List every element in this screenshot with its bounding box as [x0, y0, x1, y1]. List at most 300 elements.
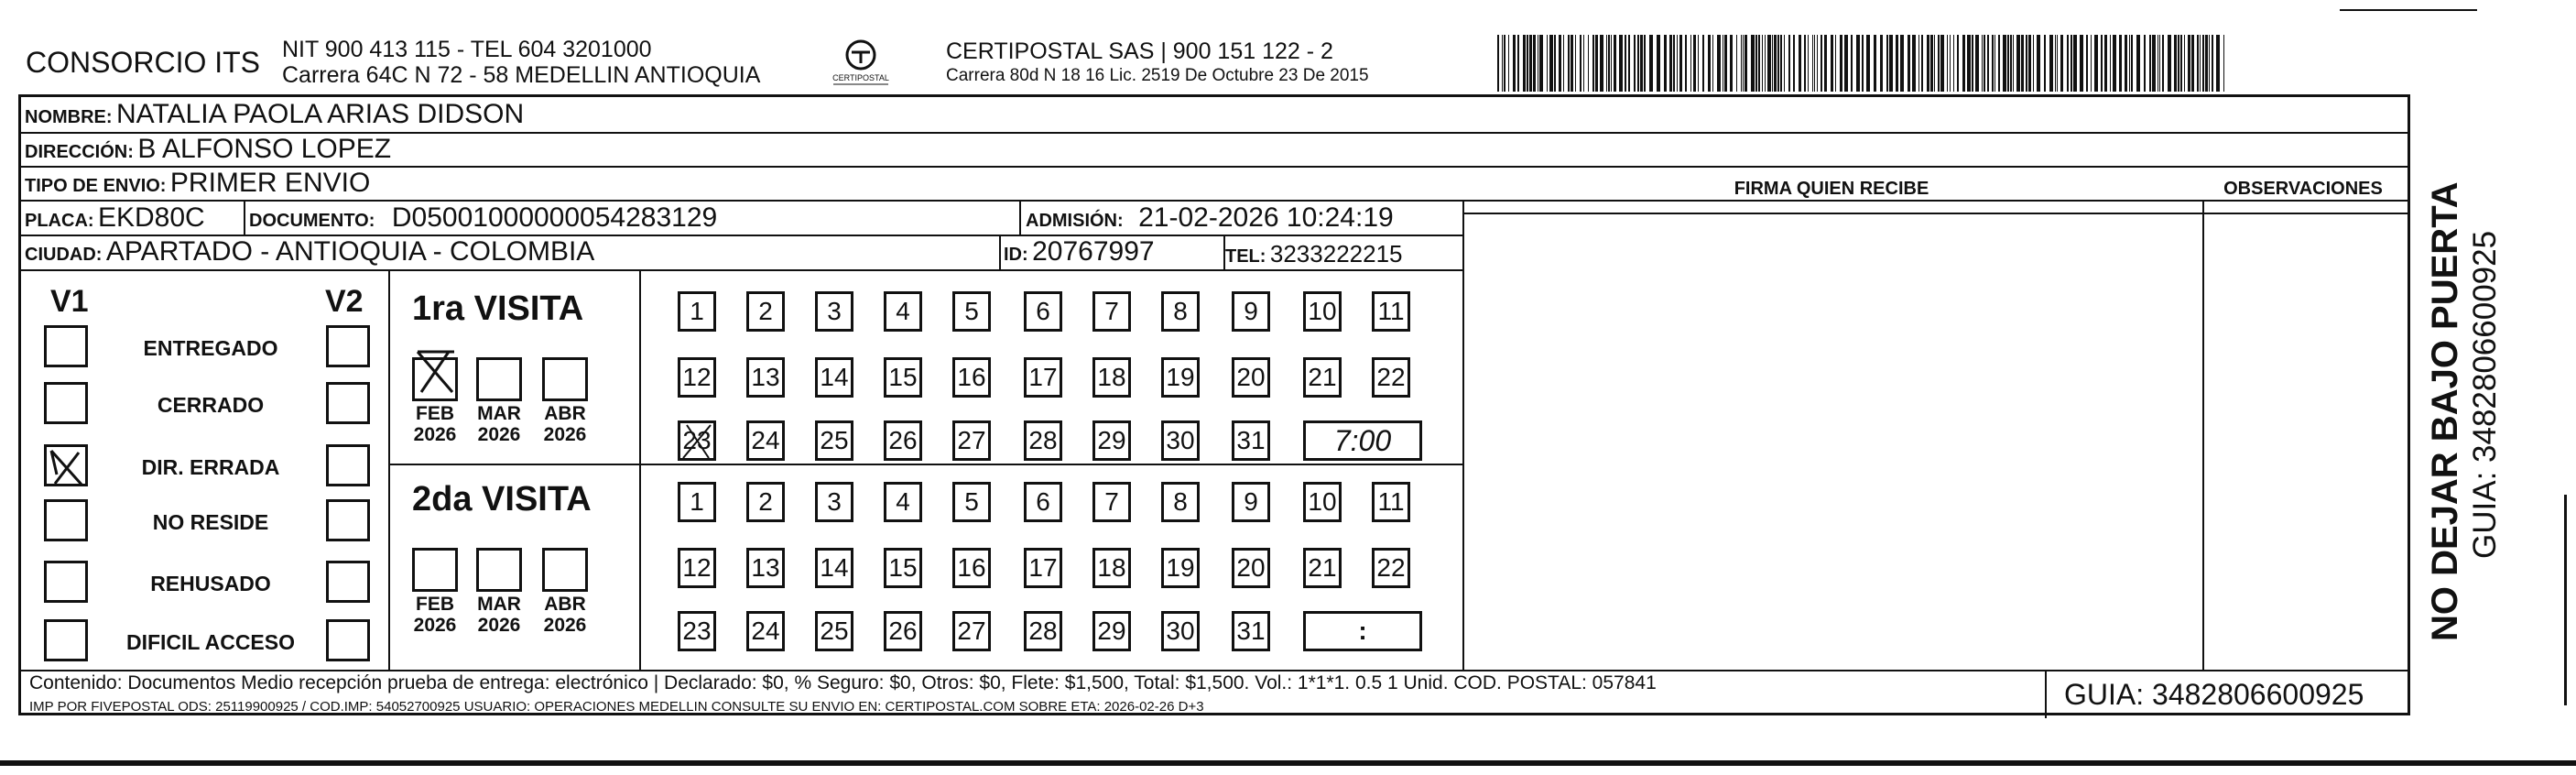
barcode-bar	[1712, 35, 1713, 92]
month-year: 2026	[413, 424, 457, 446]
day-box[interactable]: 15	[884, 357, 922, 398]
documento-field	[249, 202, 717, 234]
barcode-bar	[1619, 35, 1623, 92]
barcode-bar	[1862, 35, 1864, 92]
id-field	[1004, 236, 1155, 267]
barcode-bar	[2202, 35, 2204, 92]
month-checkbox[interactable]	[542, 548, 588, 592]
barcode-bar	[1614, 35, 1616, 92]
barcode-bar	[2180, 35, 2182, 92]
day-box[interactable]: 11	[1372, 291, 1410, 332]
barcode-bar	[1840, 35, 1842, 92]
day-box[interactable]: 28	[1024, 611, 1062, 651]
barcode-bar	[1886, 35, 1888, 92]
day-box[interactable]: 26	[884, 611, 922, 651]
admision-label: ADMISIÓN:	[1026, 211, 1124, 231]
day-box[interactable]: 29	[1092, 420, 1131, 461]
company-name: CONSORCIO ITS	[26, 46, 261, 79]
barcode-bar	[1508, 35, 1509, 92]
day-box[interactable]: 13	[746, 357, 785, 398]
day-box[interactable]: 30	[1161, 420, 1200, 461]
barcode-bar	[1702, 35, 1704, 92]
barcode-bar	[1780, 35, 1782, 92]
day-box[interactable]: 31	[1232, 611, 1270, 651]
barcode-bar	[1831, 35, 1833, 92]
visit2-time[interactable]: :	[1303, 611, 1422, 651]
company-nit: NIT 900 413 115 - TEL 604 3201000	[282, 37, 652, 62]
placa-value: EKD80C	[98, 202, 205, 233]
tel-label: TEL:	[1225, 246, 1266, 267]
barcode-bar	[1547, 35, 1548, 92]
day-box[interactable]: 26	[884, 420, 922, 461]
day-box[interactable]: 14	[815, 357, 853, 398]
barcode-bar	[2125, 35, 2127, 92]
barcode-image	[1497, 35, 2230, 92]
v2-checkbox[interactable]	[326, 325, 370, 367]
barcode-bar	[1824, 35, 1827, 92]
status-label: ENTREGADO	[143, 336, 278, 360]
barcode-bar	[2071, 35, 2072, 92]
certipostal-logo	[824, 37, 897, 92]
barcode-bar	[1685, 35, 1687, 92]
barcode-bar	[1634, 35, 1636, 92]
barcode-bar	[1758, 35, 1760, 92]
barcode-bar	[1755, 35, 1757, 92]
top-rule	[2340, 9, 2477, 11]
barcode-bar	[2060, 35, 2063, 92]
admision-field	[1026, 202, 1394, 234]
barcode-bar	[2037, 35, 2040, 92]
nombre-value: NATALIA PAOLA ARIAS DIDSON	[116, 99, 525, 129]
day-box[interactable]: 20	[1232, 548, 1270, 588]
barcode-bar	[2188, 35, 2190, 92]
logo-text: CERTIPOSTAL	[832, 73, 889, 82]
barcode-bar	[1762, 35, 1763, 92]
barcode	[1497, 35, 2230, 92]
v1-checkbox[interactable]	[44, 619, 88, 661]
day-box[interactable]: 10	[1303, 291, 1342, 332]
day-box[interactable]: 23	[678, 420, 716, 461]
day-box[interactable]: 31	[1232, 420, 1270, 461]
barcode-bar	[2101, 35, 2103, 92]
month-checkbox[interactable]	[476, 357, 522, 401]
day-box[interactable]: 4	[884, 482, 922, 522]
month-label	[533, 594, 597, 636]
day-box[interactable]: 21	[1303, 548, 1342, 588]
barcode-bar	[1998, 35, 2000, 92]
day-box[interactable]: 30	[1161, 611, 1200, 651]
day-box[interactable]: 12	[678, 357, 716, 398]
visit1-time[interactable]: 7:00	[1303, 420, 1422, 461]
barcode-bar	[2086, 35, 2088, 92]
day-box[interactable]: 22	[1372, 357, 1410, 398]
footer-guia: GUIA: 3482806600925	[2064, 678, 2364, 711]
barcode-bar	[1571, 35, 1573, 92]
barcode-bar	[1588, 35, 1589, 92]
barcode-bar	[1529, 35, 1532, 92]
barcode-bar	[1673, 35, 1675, 92]
v1-header: V1	[50, 284, 89, 319]
barcode-bar	[1889, 35, 1893, 92]
no-dejar-bajo-puerta: NO DEJAR BAJO PUERTA	[2425, 181, 2465, 641]
day-box[interactable]: 4	[884, 291, 922, 332]
day-box[interactable]: 3	[815, 291, 853, 332]
barcode-bar	[1817, 35, 1818, 92]
barcode-bar	[2136, 35, 2140, 92]
barcode-bar	[1896, 35, 1898, 92]
day-box[interactable]: 2	[746, 482, 785, 522]
barcode-bar	[1767, 35, 1771, 92]
status-label: DIR. ERRADA	[141, 455, 280, 479]
barcode-bar	[1835, 35, 1836, 92]
day-box[interactable]: 23	[678, 611, 716, 651]
certipostal-info: CERTIPOSTAL SAS | 900 151 122 - 2	[946, 38, 1333, 64]
day-box[interactable]: 24	[746, 611, 785, 651]
barcode-bar	[2057, 35, 2058, 92]
barcode-bar	[1690, 35, 1691, 92]
day-box[interactable]: 5	[952, 482, 991, 522]
status-label: REHUSADO	[150, 572, 271, 595]
barcode-bar	[1644, 35, 1646, 92]
day-box[interactable]: 14	[815, 548, 853, 588]
right-edge-rule	[2564, 495, 2567, 705]
day-box[interactable]: 16	[952, 357, 991, 398]
barcode-bar	[1938, 35, 1940, 92]
barcode-bar	[2026, 35, 2027, 92]
barcode-bar	[2091, 35, 2092, 92]
barcode-bar	[1563, 35, 1564, 92]
barcode-bar	[2200, 35, 2201, 92]
barcode-bar	[1992, 35, 1994, 92]
v2-checkbox[interactable]	[326, 619, 370, 661]
barcode-bar	[2094, 35, 2098, 92]
barcode-bar	[1592, 35, 1594, 92]
barcode-bar	[2168, 35, 2171, 92]
nombre-row	[25, 99, 524, 130]
barcode-bar	[1625, 35, 1626, 92]
direccion-label: DIRECCIÓN:	[25, 142, 134, 162]
direccion-value: B ALFONSO LOPEZ	[137, 134, 392, 164]
barcode-bar	[2073, 35, 2077, 92]
day-box[interactable]: 18	[1092, 548, 1131, 588]
day-box[interactable]: 20	[1232, 357, 1270, 398]
day-box[interactable]: 6	[1024, 482, 1062, 522]
barcode-bar	[1994, 35, 1995, 92]
barcode-bar	[1866, 35, 1870, 92]
day-box[interactable]: 2	[746, 291, 785, 332]
barcode-bar	[2003, 35, 2006, 92]
day-box[interactable]: 19	[1161, 548, 1200, 588]
day-box[interactable]: 18	[1092, 357, 1131, 398]
month-label	[533, 403, 597, 445]
barcode-bar	[2152, 35, 2156, 92]
month-year: 2026	[477, 615, 521, 637]
barcode-bar	[1527, 35, 1528, 92]
day-box[interactable]: 1	[678, 482, 716, 522]
status-label: CERRADO	[157, 393, 265, 417]
barcode-bar	[1568, 35, 1570, 92]
barcode-bar	[1918, 35, 1919, 92]
barcode-bar	[1559, 35, 1561, 92]
day-box[interactable]: 12	[678, 548, 716, 588]
barcode-bar	[1812, 35, 1813, 92]
day-box[interactable]: 9	[1232, 291, 1270, 332]
barcode-bar	[1874, 35, 1876, 92]
barcode-bar	[1628, 35, 1630, 92]
barcode-bar	[2119, 35, 2122, 92]
barcode-bar	[1708, 35, 1711, 92]
barcode-bar	[2212, 35, 2213, 92]
barcode-bar	[1912, 35, 1916, 92]
barcode-bar	[1611, 35, 1612, 92]
month-year: 2026	[543, 615, 587, 637]
tel-field	[1225, 240, 1403, 268]
day-box[interactable]: 27	[952, 420, 991, 461]
month-checkbox[interactable]	[412, 548, 458, 592]
month-name: MAR	[477, 403, 521, 424]
barcode-bar	[1784, 35, 1785, 92]
barcode-bar	[1608, 35, 1610, 92]
barcode-bar	[1777, 35, 1779, 92]
barcode-bar	[1745, 35, 1747, 92]
barcode-bar	[1637, 35, 1639, 92]
barcode-bar	[2159, 35, 2160, 92]
barcode-bar	[1765, 35, 1766, 92]
barcode-bar	[2216, 35, 2220, 92]
barcode-bar	[1669, 35, 1672, 92]
barcode-bar	[1600, 35, 1603, 92]
day-box[interactable]: 25	[815, 611, 853, 651]
barcode-bar	[1679, 35, 1682, 92]
month-label	[403, 594, 467, 636]
barcode-bar	[2191, 35, 2194, 92]
id-value: 20767997	[1032, 236, 1155, 267]
barcode-bar	[1808, 35, 1809, 92]
day-box[interactable]: 7	[1092, 291, 1131, 332]
barcode-bar	[1908, 35, 1910, 92]
barcode-bar	[2205, 35, 2208, 92]
month-checkbox[interactable]	[476, 548, 522, 592]
placa-field	[25, 202, 205, 234]
month-name: ABR	[544, 403, 586, 424]
company-address: Carrera 64C N 72 - 58 MEDELLIN ANTIOQUIA	[282, 62, 761, 88]
barcode-bar	[1793, 35, 1795, 92]
barcode-bar	[1741, 35, 1742, 92]
v1-dir-errada-check-icon	[44, 447, 90, 489]
barcode-bar	[2131, 35, 2133, 92]
month-name: FEB	[416, 594, 454, 615]
day-box[interactable]: 17	[1024, 548, 1062, 588]
day-box[interactable]: 25	[815, 420, 853, 461]
month-year: 2026	[413, 615, 457, 637]
barcode-bar	[1517, 35, 1519, 92]
footer-contenido: Contenido: Documentos Medio recepción prueba de entrega: electrónico | Declarado: $0, % Seguro: $0, Otros: $0, Flete: $1,500, Total: $1,500. Vol.: 1*1*1. 0.5 1 Unid. COD. POSTAL: 057841	[29, 672, 1657, 693]
barcode-bar	[1930, 35, 1933, 92]
barcode-bar	[1664, 35, 1667, 92]
id-label: ID:	[1004, 245, 1028, 265]
barcode-bar	[2033, 35, 2034, 92]
day-box[interactable]: 3	[815, 482, 853, 522]
day-box[interactable]: 11	[1372, 482, 1410, 522]
barcode-bar	[2067, 35, 2069, 92]
day-box[interactable]: 5	[952, 291, 991, 332]
barcode-bar	[1549, 35, 1553, 92]
barcode-bar	[1957, 35, 1959, 92]
month-label	[467, 403, 531, 445]
barcode-bar	[1533, 35, 1536, 92]
day-box[interactable]: 13	[746, 548, 785, 588]
barcode-bar	[2184, 35, 2185, 92]
barcode-bar	[2110, 35, 2111, 92]
v1-checkbox[interactable]	[44, 325, 88, 367]
barcode-bar	[2049, 35, 2053, 92]
day-box[interactable]: 7	[1092, 482, 1131, 522]
ciudad-field	[25, 236, 594, 267]
certipostal-logo-icon	[824, 37, 897, 92]
day-box[interactable]: 9	[1232, 482, 1270, 522]
barcode-bar	[2013, 35, 2014, 92]
status-label: DIFICIL ACCESO	[125, 630, 295, 654]
day-box[interactable]: 15	[884, 548, 922, 588]
barcode-bar	[1730, 35, 1733, 92]
documento-label: DOCUMENTO:	[249, 211, 375, 231]
v1-checkbox[interactable]	[44, 561, 88, 603]
month-checkbox[interactable]	[542, 357, 588, 401]
barcode-bar	[1982, 35, 1983, 92]
direccion-row	[25, 134, 391, 165]
barcode-bar	[1856, 35, 1860, 92]
firma-header: FIRMA QUIEN RECIBE	[1734, 179, 1929, 199]
v1-checkbox[interactable]	[44, 499, 88, 541]
barcode-bar	[1751, 35, 1755, 92]
barcode-bar	[2113, 35, 2116, 92]
tipo-value: PRIMER ENVIO	[169, 168, 371, 198]
day-box[interactable]: 22	[1372, 548, 1410, 588]
barcode-bar	[1717, 35, 1721, 92]
documento-value: D05001000000054283129	[391, 202, 718, 233]
barcode-bar	[1606, 35, 1607, 92]
day-box[interactable]: 16	[952, 548, 991, 588]
barcode-bar	[1513, 35, 1516, 92]
v1-checkbox[interactable]	[44, 382, 88, 424]
barcode-bar	[1736, 35, 1737, 92]
visit1-title: 1ra VISITA	[412, 289, 584, 328]
barcode-bar	[1575, 35, 1576, 92]
barcode-bar	[1972, 35, 1973, 92]
barcode-bar	[1580, 35, 1581, 92]
barcode-bar	[2174, 35, 2177, 92]
month-name: FEB	[416, 403, 454, 424]
barcode-bar	[1583, 35, 1584, 92]
barcode-bar	[2178, 35, 2179, 92]
barcode-bar	[2055, 35, 2056, 92]
barcode-bar	[1927, 35, 1929, 92]
barcode-bar	[1987, 35, 1989, 92]
v2-checkbox[interactable]	[326, 444, 370, 486]
day-box[interactable]: 24	[746, 420, 785, 461]
status-label: NO RESIDE	[152, 510, 269, 534]
day-box[interactable]: 27	[952, 611, 991, 651]
visit1-day23-mark-icon	[678, 421, 716, 462]
barcode-bar	[1984, 35, 1985, 92]
v2-checkbox[interactable]	[326, 382, 370, 424]
barcode-bar	[2144, 35, 2146, 92]
barcode-bar	[2223, 35, 2224, 92]
barcode-bar	[1921, 35, 1923, 92]
barcode-bar	[1880, 35, 1883, 92]
tipo-row	[25, 168, 370, 199]
month-name: ABR	[544, 594, 586, 615]
barcode-bar	[1657, 35, 1660, 92]
month-year: 2026	[477, 424, 521, 446]
v2-checkbox[interactable]	[326, 561, 370, 603]
ciudad-value: APARTADO - ANTIOQUIA - COLOMBIA	[105, 236, 595, 267]
barcode-bar	[2209, 35, 2210, 92]
tipo-label: TIPO DE ENVIO:	[25, 176, 167, 196]
barcode-bar	[1814, 35, 1815, 92]
day-box[interactable]: 8	[1161, 482, 1200, 522]
barcode-bar	[1967, 35, 1971, 92]
day-box[interactable]: 19	[1161, 357, 1200, 398]
barcode-bar	[1649, 35, 1653, 92]
barcode-bar	[1947, 35, 1948, 92]
day-box[interactable]: 10	[1303, 482, 1342, 522]
visit2-title: 2da VISITA	[412, 480, 592, 518]
barcode-bar	[1640, 35, 1643, 92]
barcode-bar	[2021, 35, 2024, 92]
observaciones-header: OBSERVACIONES	[2223, 179, 2383, 199]
barcode-bar	[1975, 35, 1979, 92]
barcode-bar	[1962, 35, 1965, 92]
barcode-bar	[2129, 35, 2130, 92]
barcode-bar	[1693, 35, 1696, 92]
day-box[interactable]: 28	[1024, 420, 1062, 461]
barcode-bar	[2016, 35, 2020, 92]
barcode-bar	[1844, 35, 1848, 92]
v2-header: V2	[325, 284, 364, 319]
admision-value: 21-02-2026 10:24:19	[1138, 202, 1394, 233]
barcode-bar	[2104, 35, 2107, 92]
barcode-bar	[1799, 35, 1801, 92]
v2-checkbox[interactable]	[326, 499, 370, 541]
day-box[interactable]: 6	[1024, 291, 1062, 332]
side-guia: GUIA: 3482806600925	[2467, 230, 2503, 559]
barcode-bar	[1950, 35, 1951, 92]
barcode-bar	[1502, 35, 1503, 92]
barcode-bar	[2044, 35, 2046, 92]
bottom-rule	[0, 760, 2576, 766]
barcode-bar	[1677, 35, 1678, 92]
barcode-bar	[1698, 35, 1699, 92]
barcode-bar	[2007, 35, 2009, 92]
ciudad-label: CIUDAD:	[25, 245, 103, 265]
barcode-bar	[1539, 35, 1543, 92]
barcode-bar	[1595, 35, 1598, 92]
barcode-bar	[1851, 35, 1853, 92]
day-box[interactable]: 8	[1161, 291, 1200, 332]
barcode-bar	[1940, 35, 1944, 92]
barcode-bar	[1554, 35, 1556, 92]
barcode-bar	[2197, 35, 2199, 92]
day-box[interactable]: 1	[678, 291, 716, 332]
day-box[interactable]: 29	[1092, 611, 1131, 651]
barcode-bar	[2080, 35, 2083, 92]
barcode-bar	[1821, 35, 1822, 92]
day-box[interactable]: 17	[1024, 357, 1062, 398]
day-box[interactable]: 21	[1303, 357, 1342, 398]
barcode-bar	[2028, 35, 2031, 92]
barcode-bar	[1788, 35, 1790, 92]
